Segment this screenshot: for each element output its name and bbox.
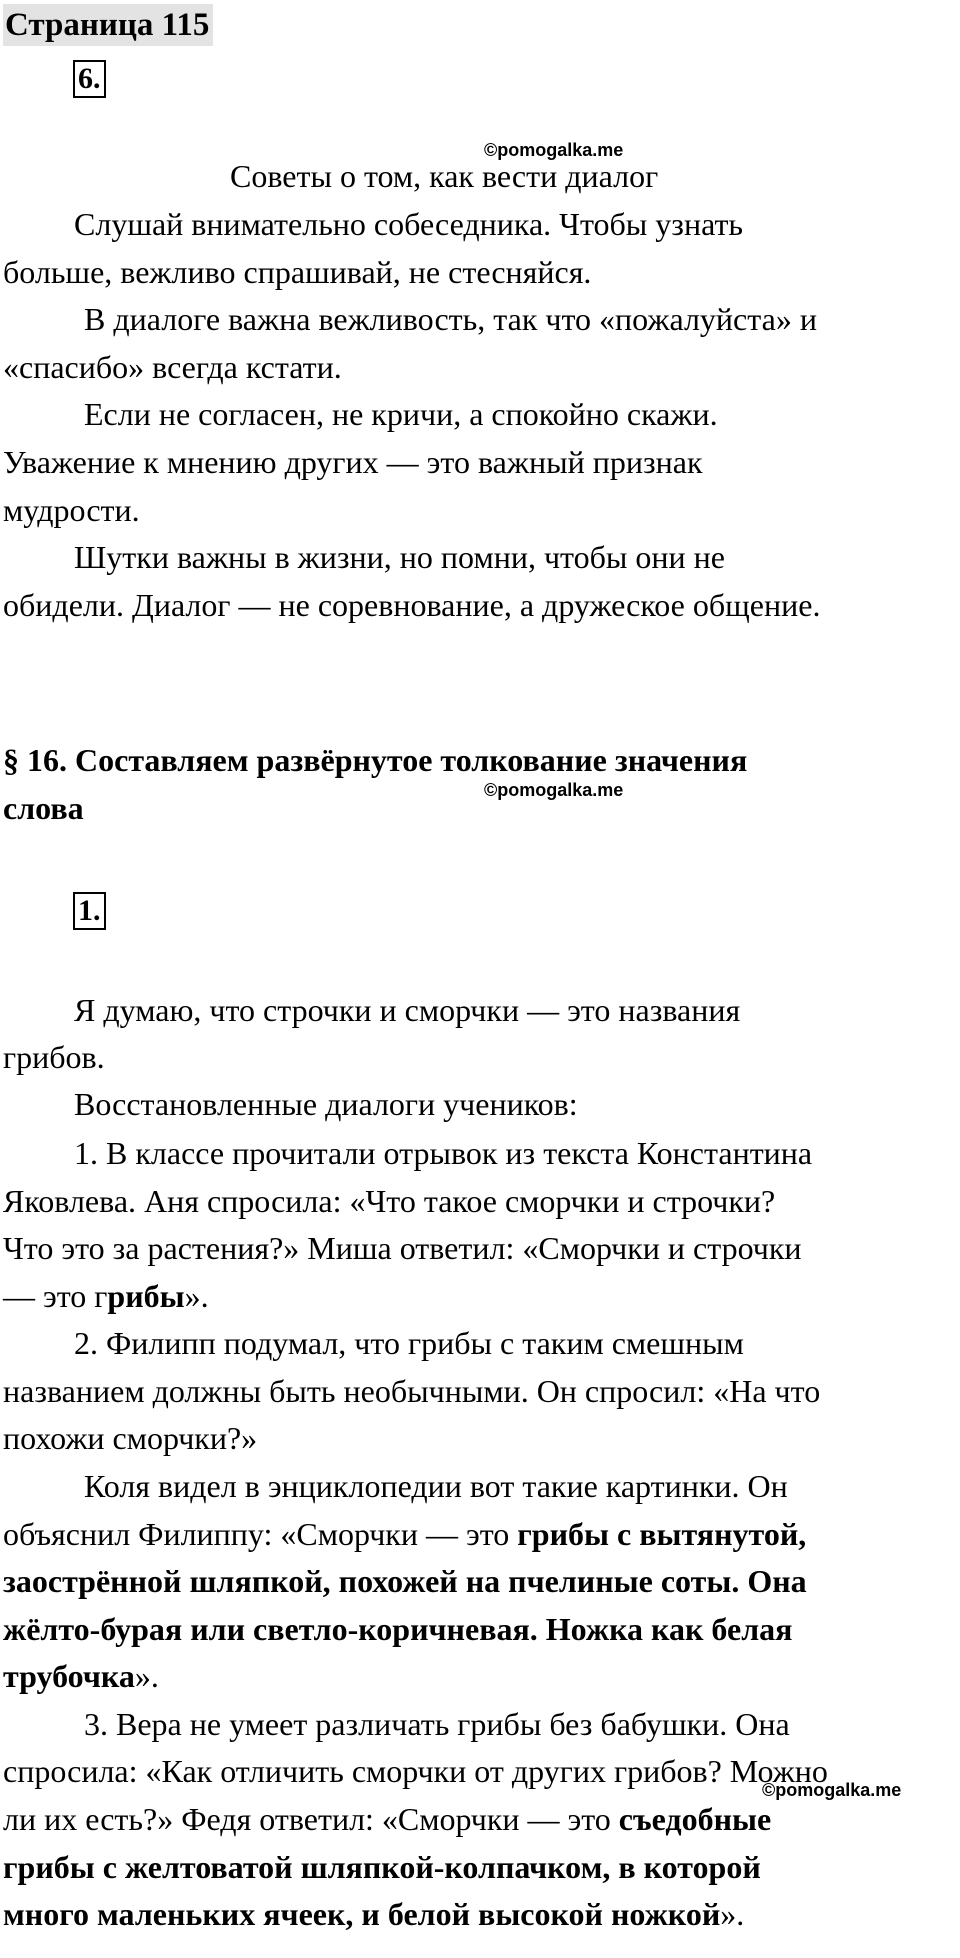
text-line: обидели. Диалог — не соревнование, а дружеское общение.: [3, 587, 821, 623]
text-line: 1. В классе прочитали отрывок из текста Константина: [74, 1135, 813, 1171]
task-number-1: 1.: [73, 892, 106, 930]
text-line: грибы с желтоватой шляпкой-колпачком, в которой: [3, 1849, 761, 1885]
text-line: 2. Филипп подумал, что грибы с таким смешным: [74, 1325, 744, 1361]
text-line: грибов.: [3, 1039, 105, 1075]
text-line: «спасибо» всегда кстати.: [3, 349, 342, 385]
task-title: Советы о том, как вести диалог: [230, 158, 659, 194]
watermark: ©pomogalka.me: [484, 140, 624, 160]
text-line: похожи сморчки?»: [3, 1420, 258, 1456]
text-line: Восстановленные диалоги учеников:: [74, 1086, 578, 1122]
text-line: больше, вежливо спрашивай, не стесняйся.: [3, 254, 592, 290]
text-line: Я думаю, что строчки и сморчки — это названия: [74, 992, 741, 1028]
text-line: спросила: «Как отличить сморчки от других грибов? Можно: [3, 1753, 828, 1789]
text-line: жёлто-бурая или светло-коричневая. Ножка как белая: [3, 1611, 793, 1647]
text-line: Уважение к мнению других — это важный признак: [3, 444, 703, 480]
text-line: ли их есть?» Федя ответил: «Сморчки — это съедобные: [3, 1801, 772, 1837]
watermark: ©pomogalka.me: [484, 780, 624, 800]
text-line: мудрости.: [3, 492, 140, 528]
text-line: 3. Вера не умеет различать грибы без бабушки. Она: [84, 1706, 790, 1742]
text-line: Шутки важны в жизни, но помни, чтобы они не: [74, 539, 725, 575]
text-line: объяснил Филиппу: «Сморчки — это грибы с вытянутой,: [3, 1516, 807, 1552]
text-line: трубочка».: [3, 1658, 159, 1694]
text-line: Яковлева. Аня спросила: «Что такое сморчки и строчки?: [3, 1183, 776, 1219]
text-line: Слушай внимательно собеседника. Чтобы узнать: [74, 206, 744, 242]
text-line: много маленьких ячеек, и белой высокой ножкой».: [3, 1896, 745, 1932]
text-line: Если не согласен, не кричи, а спокойно скажи.: [84, 396, 718, 432]
page-header: Страница 115: [3, 4, 213, 46]
text-line: заострённой шляпкой, похожей на пчелиные соты. Она: [3, 1563, 807, 1599]
section-heading-line2: слова: [3, 790, 84, 826]
text-line: Что это за растения?» Миша ответил: «Сморчки и строчки: [3, 1230, 802, 1266]
watermark: ©pomogalka.me: [762, 1780, 902, 1800]
text-line: — это грибы».: [3, 1278, 209, 1314]
text-line: В диалоге важна вежливость, так что «пожалуйста» и: [84, 301, 817, 337]
text-line: Коля видел в энциклопедии вот такие картинки. Он: [84, 1468, 788, 1504]
task-number-6: 6.: [73, 60, 106, 98]
section-heading-line1: § 16. Составляем развёрнутое толкование значения: [3, 742, 748, 778]
text-line: названием должны быть необычными. Он спросил: «На что: [3, 1373, 821, 1409]
